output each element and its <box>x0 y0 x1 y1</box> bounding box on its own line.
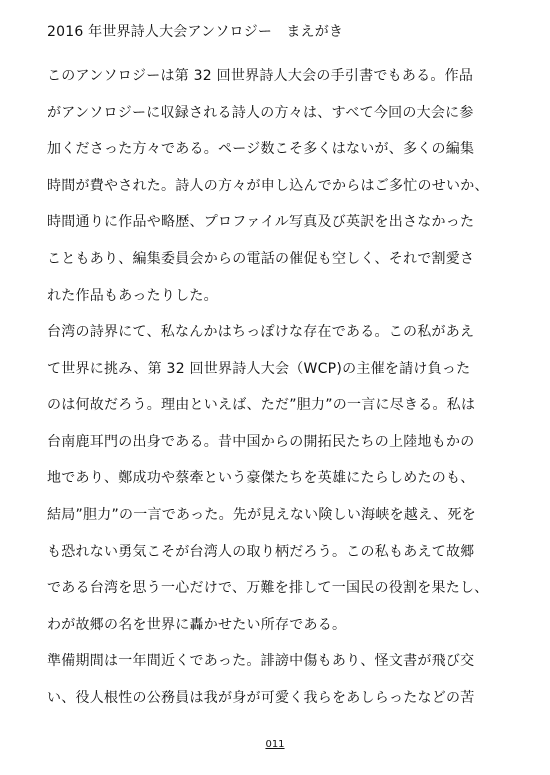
text-line: い、役人根性の公務員は我が身が可愛く我らをあしらったなどの苦 <box>47 689 475 706</box>
text-line: 準備期間は一年間近くであった。誹謗中傷もあり、怪文書が飛び交 <box>47 653 475 669</box>
paragraph-3 <box>47 643 517 716</box>
text-line: のは何故だろう。理由といえば、ただ”胆力”の一言に尽きる。私は <box>47 397 476 414</box>
text-line: このアンソロジーは第 32 回世界詩人大会の手引書でもある。作品 <box>47 68 474 84</box>
text-line: こともあり、編集委員会からの電話の催促も空しく、それで割愛さ <box>47 250 475 267</box>
text-line: 時間通りに作品や略歴、プロファイル写真及び英訳を出さなかった <box>47 214 475 231</box>
text-line: 時間が費やされた。詩人の方々が申し込んでからはご多忙のせいか、 <box>47 177 489 194</box>
text-line: 地であり、鄭成功や蔡牽という豪傑たちを英雄にたらしめたのも、 <box>47 470 475 487</box>
text-line: て世界に挑み、第 32 回世界詩人大会（WCP)の主催を請け負った <box>47 360 471 377</box>
text-line: わが故郷の名を世界に轟かせたい所存である。 <box>47 616 347 633</box>
text-line: 結局”胆力”の一言であった。先が見えない険しい海峡を越え、死を <box>47 506 476 523</box>
text-line: 台南鹿耳門の出身である。昔中国からの開拓民たちの上陸地もかの <box>47 433 475 450</box>
text-line: である台湾を思う一心だけで、万難を排して一国民の役割を果たし、 <box>47 580 489 597</box>
text-line: 加くださった方々である。ページ数こそ多くはないが、多くの編集 <box>47 141 475 158</box>
paragraph-1 <box>47 58 517 314</box>
text-line: がアンソロジーに収録される詩人の方々は、すべて今回の大会に参 <box>47 104 474 121</box>
page-number: 011 <box>265 739 285 750</box>
text-line: れた作品もあったりした。 <box>47 287 218 304</box>
text-line: 台湾の詩界にて、私なんかはちっぽけな存在である。この私があえ <box>47 324 475 340</box>
page-title: 2016 年世界詩人大会アンソロジー まえがき <box>47 24 344 40</box>
paragraph-2 <box>47 314 517 643</box>
text-line: も恐れない勇気こそが台湾人の取り柄だろう。この私もあえて故郷 <box>47 543 475 560</box>
